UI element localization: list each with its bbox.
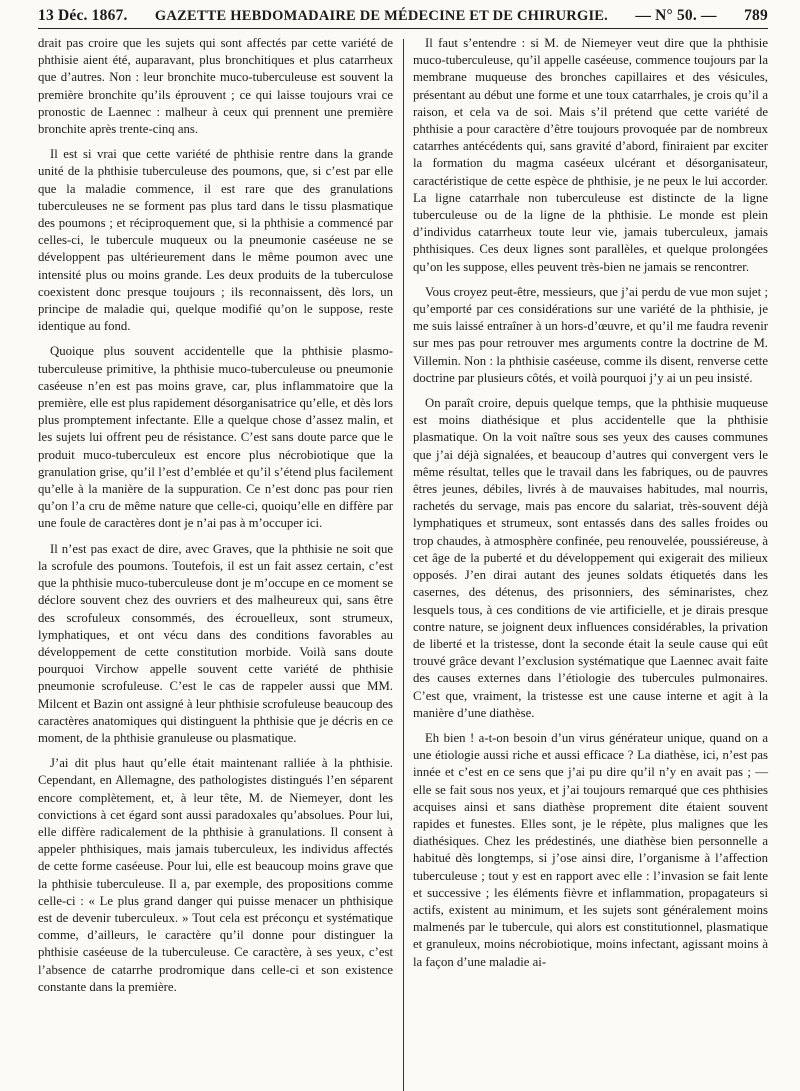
paragraph: Il faut s’entendre : si M. de Niemeyer veut dire que la phthisie muco-tuberculeuse, qu’il appelle caséeuse, commence toujours par la membrane muqueuse des bronches capillaires et des vésicules, présentant au début une forme et une toux catarrhales, je crois qu’il a raison, et cela va de soi. Mais s’il prétend que cette variété de phthisie a pour caractère d’être toujours provoquée par de nombreux catarrhes antécédents qui, sans gravité d’abord, finiraient par exciter la formation du magma caséeux ulcérant et désorganisateur, caractéristique de cette espèce de phthisie, je ne peux le lui accorder. La ligne catarrhale non tuberculeuse est distincte de la ligne tuberculeuse ou de la ligne de la phthisie. Le monde est plein d’individus catarrheux toute leur vie, jamais tuberculeux, jamais phthisiques. Ces deux lignes sont parallèles, et quelque prolongées qu’on les suppose, elles peuvent très-bien ne jamais se rencontrer. [413,36,768,274]
paragraph: Il n’est pas exact de dire, avec Graves, que la phthisie ne soit que la scrofule des poumons. Toutefois, il est un fait assez certain, c’est que la phthisie muco-tuberculeuse dont je m’occupe en ce moment se déclore souvent chez des ouvriers et des malheureux qui, sans être des scrofuleux consommés, des écrouelleux, sont strumeux, lymphatiques, et ont vécu dans des conditions favorables au développement de cette constitution morbide. Voilà sans doute pourquoi Virchow appelle souvent cette variété de phthisie pneumonie scrofuleuse. C’est le cas de rappeler aussi que MM. Milcent et Bazin ont assigné à leur phthisie scrofuleuse beaucoup des caractères anatomiques qui distinguent la phthisie que je décris en ce moment, de la phthisie granuleuse ou plasmatique. [38,541,393,745]
paragraph: Eh bien ! a-t-on besoin d’un virus générateur unique, quand on a une étiologie aussi riche et aussi efficace ? La diathèse, ici, n’est pas innée et c’est en ce sens que j’ai pu dire qu’il n’y en avait pas ; — elle se fait sous nos yeux, et j’ai toujours remarqué que ces phthisies acquises ainsi et sans diathèse proprement dite étaient souvent rapides et funestes. Elles sont, je le répète, plus malignes que les diathésiques. Chez les prédestinés, une diathèse bien personnelle a habitué dès longtemps, si j’ose ainsi dire, l’organisme à l’affection tuberculeuse ; tout y est en rapport avec elle : l’invasion se fait lente et successive ; les éléments fièvre et inflammation, propagateurs si actifs, existent au minimum, et les sujets sont généralement moins malmenés par le tubercule, qui alors est constitutionnel, plasmatique et granuleux, moins nécrobiotique, moins infectant, agissant moins à la façon d’une maladie ai- [413,730,768,969]
paragraph: drait pas croire que les sujets qui sont affectés par cette variété de phthisie aient été, auparavant, plus bronchitiques et plus catarrheux que d’autres. Non : leur bronchite muco-tuberculeuse est souvent la première bronchite qu’ils éprouvent ; ce qui laisse toujours vrai ce pronostic de Laennec : malheur à ceux qui prennent une première bronchite après trente-cinq ans. [38,36,393,137]
two-column-body [38,35,768,1091]
paragraph: Il est si vrai que cette variété de phthisie rentre dans la grande unité de la phthisie tuberculeuse des poumons, que, si c’est par elle que la maladie commence, il est rare que des granulations tuberculeuses ne se forment pas plus tard dans le tissu plasmatique des poumons ; et réciproquement que, si la phthisie a commencé par celles-ci, le tubercule muqueux ou la pneumonie caséeuse ne se développent pas ultérieurement dans le même poumon avec une intensité plus ou moins grande. Les deux produits de la tuberculose coexistent donc presque toujours ; ils reconnaissent, dès lors, un principe de maladie qui, quelque modifié qu’on le suppose, reste identique au fond. [38,147,393,334]
issue-number: — N° 50. — [635,7,717,24]
running-header [38,4,768,29]
paragraph: J’ai dit plus haut qu’elle était maintenant ralliée à la phthisie. Cependant, en Allemagne, des pathologistes distingués l’en séparent encore complètement, et, à leur tête, M. de Niemeyer, dont les convictions à cet égard sont aussi paradoxales qu’absolues. Pour lui, elle diffère radicalement de la phthisie à granulations. Il consent à appeler phthisiques, mais jamais tuberculeux, les individus affectés de cette forme caséeuse. Pour lui, elle est beaucoup moins grave que la phthisie tuberculeuse. Il a, par exemple, des propositions comme celle-ci : « Le plus grand danger qui puisse menacer un phthisique est de devenir tuberculeux. » Tout cela est préconçu et systématique comme, d’ailleurs, le caractère qu’il donne pour distinguer la phthisie caséeuse de la tuberculeuse. Ce caractère, à ses yeux, c’est l’absence de catarrhe prodromique dans celle-ci et son existence constante dans la première. [38,756,393,994]
paragraph: Quoique plus souvent accidentelle que la phthisie plasmo-tuberculeuse primitive, la phthisie muco-tuberculeuse ou pneumonie caséeuse n’en est pas moins grave, car, plus inflammatoire que la première, elle est plus rapidement désorganisatrice qu’elle, et dès lors plus promptement infectante. Elle a quelque chose d’assez malin, et les sujets lui offrent peu de résistance. C’est sans doute parce que le produit muco-tuberculeux est encore plus nécrobiotique que la granulation grise, qu’il l’est d’emblée et qu’il s’étend plus facilement qu’elle à la manière de la suppuration. Ce n’est donc pas pour rien qu’on l’a cru de même nature que celle-ci, quoiqu’elle en diffère par une foule de caractères dont je n’ai pas à m’occuper ici. [38,344,393,531]
paragraph: On paraît croire, depuis quelque temps, que la phthisie muqueuse est moins diathésique et plus accidentelle que la phthisie plasmatique. On la voit naître sous ses yeux des causes communes que j’ai déjà signalées, et beaucoup d’autres qui convergent vers le même résultat, telles que le travail dans les fabriques, ou de pauvres êtres jeunes, débiles, livrés à de mauvaises habitudes, mal nourris, rachetés du servage, mais pas encore du salariat, très-souvent déjà lymphatiques et strumeux, sont entassés dans des salles froides ou trop chaudes, à atmosphère confinée, peu renouvelée, poussiéreuse, à cet âge de la puberté et du développement qui exigerait des milieux opposés. J’en dirai autant des jeunes soldats étiquetés dans les casernes, des détenus, des prisonniers, des séminaristes, chez lesquels tous, à ces conditions de vie artificielle, et je dirais presque contre nature, se joignent deux influences considérables, la privation de liberté et la tristesse, dont la seconde était la seule cause qui eût trouvé grâce devant l’exclusion systématique que Laennec avait faite des causes externes dans l’étiologie des tubercules pulmonaires. C’est que, vraiment, la tristesse est une cause interne et agit à la manière d’une diathèse. [413,396,768,720]
left-column [38,35,393,1091]
issue-date: 13 Déc. 1867. [38,7,128,24]
paragraph: Vous croyez peut-être, messieurs, que j’ai perdu de vue mon sujet ; qu’emporté par ces considérations sur une variété de la phthisie, je me suis laissé entraîner à un hors-d’œuvre, et qu’il me faudra revenir sur mes pas pour retrouver mes arguments contre la doctrine de M. Villemin. Non : la phthisie caséeuse, comme ils disent, renverse cette doctrine par plusieurs côtés, et voilà pourquoi j’y ai un peu insisté. [413,284,768,385]
journal-title: GAZETTE HEBDOMADAIRE DE MÉDECINE ET DE CHIRURGIE. [154,8,608,24]
page-number: 789 [744,7,768,24]
right-column [413,35,768,1091]
column-rule [403,39,404,1091]
